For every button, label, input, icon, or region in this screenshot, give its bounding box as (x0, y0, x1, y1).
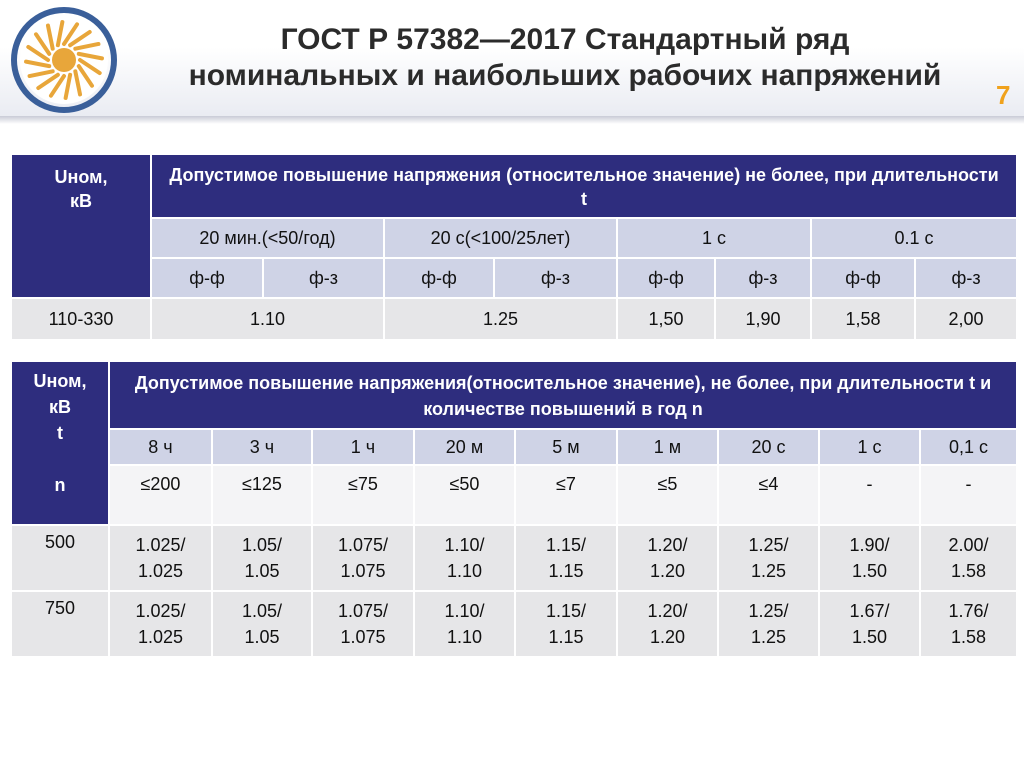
voltage-cell: 750 (11, 591, 109, 657)
value-cell: 1.075/ 1.075 (312, 525, 414, 591)
voltage-cell: 110-330 (11, 298, 151, 340)
unom-header-cell: Uном, кВ (11, 154, 151, 298)
count-cell: - (920, 465, 1017, 525)
duration-cell: 8 ч (109, 429, 212, 465)
duration-cell: 20 с (718, 429, 819, 465)
duration-cell: 1 м (617, 429, 718, 465)
phase-cell: ф-ф (384, 258, 494, 298)
value-cell: 1.025/ 1.025 (109, 525, 212, 591)
slide-number: 7 (996, 80, 1011, 110)
count-cell: ≤200 (109, 465, 212, 525)
duration-cell: 0,1 с (920, 429, 1017, 465)
value-cell: 1.05/ 1.05 (212, 525, 312, 591)
slide-title (130, 22, 1000, 94)
duration-cell: 0.1 с (811, 218, 1017, 258)
value-cell: 1,50 (617, 298, 715, 340)
phase-cell: ф-ф (151, 258, 263, 298)
value-cell: 1.25 (384, 298, 617, 340)
value-cell: 1.10/ 1.10 (414, 591, 515, 657)
title-line-2: номинальных и наибольших рабочих напряжений (188, 59, 942, 92)
value-cell: 2.00/ 1.58 (920, 525, 1017, 591)
value-cell: 1.15/ 1.15 (515, 591, 617, 657)
value-cell: 1.20/ 1.20 (617, 591, 718, 657)
main-header-cell: Допустимое повышение напряжения(относительное значение), не более, при длительности t и количестве повышений в год n (109, 361, 1017, 429)
duration-cell: 1 с (617, 218, 811, 258)
value-cell: 1.05/ 1.05 (212, 591, 312, 657)
value-cell: 1.25/ 1.25 (718, 525, 819, 591)
phase-cell: ф-з (494, 258, 617, 298)
duration-cell: 20 м (414, 429, 515, 465)
value-cell: 1.025/ 1.025 (109, 591, 212, 657)
count-cell: ≤4 (718, 465, 819, 525)
value-cell: 1.10 (151, 298, 384, 340)
phase-cell: ф-ф (811, 258, 915, 298)
duration-cell: 20 мин.(<50/год) (151, 218, 384, 258)
main-header-cell: Допустимое повышение напряжения (относительное значение) не более, при длительности t (151, 154, 1017, 218)
count-cell: ≤125 (212, 465, 312, 525)
value-cell: 1.25/ 1.25 (718, 591, 819, 657)
count-cell: - (819, 465, 920, 525)
voltage-cell: 500 (11, 525, 109, 591)
value-cell: 1.76/ 1.58 (920, 591, 1017, 657)
duration-cell: 20 с(<100/25лет) (384, 218, 617, 258)
value-cell: 2,00 (915, 298, 1017, 340)
company-logo-icon (10, 6, 118, 114)
overvoltage-table-110-330 (10, 153, 1018, 341)
count-cell: ≤50 (414, 465, 515, 525)
count-cell: ≤75 (312, 465, 414, 525)
phase-cell: ф-з (715, 258, 811, 298)
header-divider (0, 116, 1024, 124)
overvoltage-table-500-750 (10, 360, 1018, 658)
title-line-1: ГОСТ Р 57382—2017 Стандартный ряд (280, 23, 850, 56)
duration-cell: 1 с (819, 429, 920, 465)
value-cell: 1,58 (811, 298, 915, 340)
phase-cell: ф-з (263, 258, 384, 298)
duration-cell: 3 ч (212, 429, 312, 465)
value-cell: 1.67/ 1.50 (819, 591, 920, 657)
value-cell: 1.10/ 1.10 (414, 525, 515, 591)
count-cell: ≤5 (617, 465, 718, 525)
value-cell: 1.15/ 1.15 (515, 525, 617, 591)
phase-cell: ф-з (915, 258, 1017, 298)
phase-cell: ф-ф (617, 258, 715, 298)
value-cell: 1,90 (715, 298, 811, 340)
duration-cell: 5 м (515, 429, 617, 465)
count-cell: ≤7 (515, 465, 617, 525)
value-cell: 1.90/ 1.50 (819, 525, 920, 591)
unom-header-cell: Uном, кВ t n (11, 361, 109, 525)
value-cell: 1.20/ 1.20 (617, 525, 718, 591)
value-cell: 1.075/ 1.075 (312, 591, 414, 657)
duration-cell: 1 ч (312, 429, 414, 465)
